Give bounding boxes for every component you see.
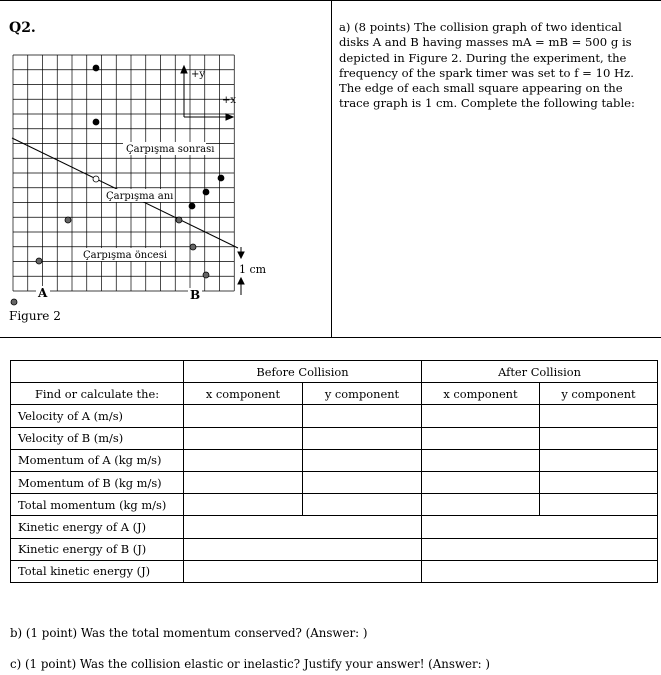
- table-header-row: [11, 361, 658, 383]
- axis-arrows: [181, 66, 233, 120]
- answer-cell[interactable]: [422, 538, 658, 560]
- answer-cell[interactable]: [540, 405, 658, 427]
- collision-figure: [0, 40, 331, 310]
- row-label: Momentum of B (kg m/s): [11, 471, 184, 493]
- spark-dot: [65, 217, 71, 223]
- row-label: Total kinetic energy (J): [11, 560, 184, 582]
- answer-cell[interactable]: [540, 427, 658, 449]
- axis-x-label: +x: [222, 95, 237, 106]
- header-divider: [331, 0, 332, 338]
- answer-cell[interactable]: [184, 494, 303, 516]
- before-y-header: y component: [303, 383, 422, 405]
- spark-dot: [93, 119, 99, 125]
- spark-dot: [190, 244, 196, 250]
- answer-cell[interactable]: [540, 494, 658, 516]
- spark-dot: [189, 203, 195, 209]
- answer-cell[interactable]: [422, 516, 658, 538]
- spark-dot: [36, 258, 42, 264]
- part-c-text: c) (1 point) Was the collision elastic or inelastic? Justify your answer! (Answer: ): [10, 657, 490, 671]
- spark-dot: [93, 176, 99, 182]
- label-collision-moment: Çarpışma anı: [106, 191, 174, 202]
- scale-label: 1 cm: [239, 263, 267, 276]
- figure-caption: Figure 2: [9, 309, 61, 323]
- after-x-header: x component: [422, 383, 540, 405]
- spark-dot: [176, 217, 182, 223]
- row-label: Velocity of B (m/s): [11, 427, 184, 449]
- before-x-header: x component: [184, 383, 303, 405]
- label-before-collision: Çarpışma öncesi: [83, 250, 168, 261]
- answer-cell[interactable]: [184, 471, 303, 493]
- answer-cell[interactable]: [540, 449, 658, 471]
- answer-cell[interactable]: [184, 538, 422, 560]
- answer-cell[interactable]: [303, 471, 422, 493]
- after-y-header: y component: [540, 383, 658, 405]
- answer-cell[interactable]: [303, 427, 422, 449]
- answer-cell[interactable]: [184, 516, 422, 538]
- answer-cell[interactable]: [422, 427, 540, 449]
- find-label: Find or calculate the:: [11, 383, 184, 405]
- spark-dot: [93, 65, 99, 71]
- table-row: [11, 494, 658, 516]
- label-after-collision: Çarpışma sonrası: [126, 144, 215, 155]
- spark-dots: [11, 65, 224, 305]
- answer-cell[interactable]: [422, 494, 540, 516]
- question-number: Q2.: [9, 20, 36, 36]
- table-row: [11, 560, 658, 582]
- spark-dot: [11, 299, 17, 305]
- disk-a-label: A: [38, 286, 48, 300]
- part-a-text: a) (8 points) The collision graph of two identical disks A and B having masses mA = mB = 500 g is depicted in Figure 2. During the experiment, the frequency of the spark timer was set to f = 10 Hz. The edge of each small square appearing on the trace graph is 1 cm. Complete the following table:: [339, 20, 635, 111]
- results-table: [10, 360, 658, 583]
- answer-cell[interactable]: [303, 494, 422, 516]
- answer-cell[interactable]: [303, 405, 422, 427]
- table-row: [11, 449, 658, 471]
- row-label: Velocity of A (m/s): [11, 405, 184, 427]
- answer-cell[interactable]: [422, 405, 540, 427]
- axis-y-label: +y: [191, 69, 206, 80]
- answer-cell[interactable]: [422, 560, 658, 582]
- header-before-collision: Before Collision: [184, 361, 422, 383]
- answer-cell[interactable]: [184, 560, 422, 582]
- answer-cell[interactable]: [422, 449, 540, 471]
- header-after-collision: After Collision: [422, 361, 658, 383]
- table-row: [11, 405, 658, 427]
- spark-dot: [203, 272, 209, 278]
- part-b-text: b) (1 point) Was the total momentum conserved? (Answer: ): [10, 626, 368, 640]
- spark-dot: [218, 175, 224, 181]
- disk-b-label: B: [190, 288, 201, 302]
- table-row: [11, 516, 658, 538]
- answer-cell[interactable]: [184, 427, 303, 449]
- table-row: [11, 471, 658, 493]
- answer-cell[interactable]: [184, 405, 303, 427]
- spark-dot: [203, 189, 209, 195]
- table-subheader-row: [11, 383, 658, 405]
- answer-cell[interactable]: [303, 449, 422, 471]
- answer-cell[interactable]: [422, 471, 540, 493]
- row-label: Total momentum (kg m/s): [11, 494, 184, 516]
- answer-cell[interactable]: [184, 449, 303, 471]
- row-label: Momentum of A (kg m/s): [11, 449, 184, 471]
- table-row: [11, 427, 658, 449]
- row-label: Kinetic energy of A (J): [11, 516, 184, 538]
- row-label: Kinetic energy of B (J): [11, 538, 184, 560]
- answer-cell[interactable]: [540, 471, 658, 493]
- table-row: [11, 538, 658, 560]
